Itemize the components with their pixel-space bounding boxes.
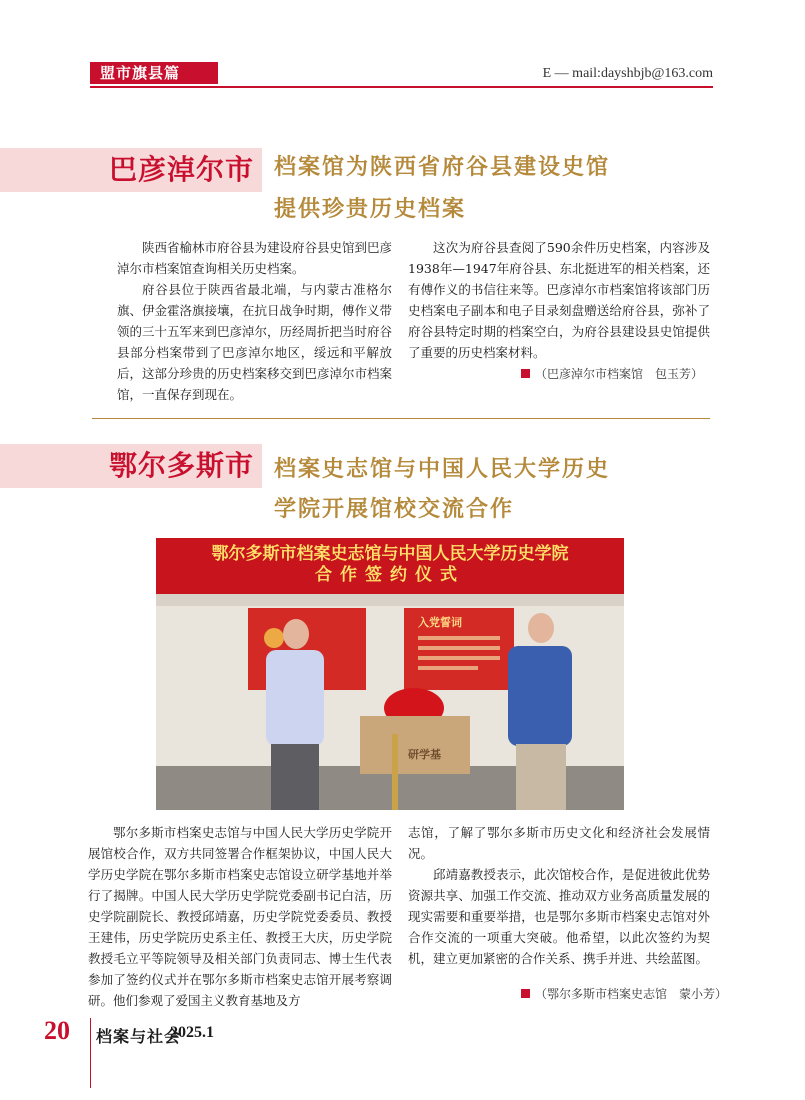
section-tag: 盟市旗县篇 — [90, 62, 218, 84]
signing-ceremony-photo — [156, 538, 624, 810]
photo-banner-line1: 鄂尔多斯市档案史志馆与中国人民大学历史学院 — [211, 544, 569, 564]
photo-board-title: 入党誓词 — [418, 616, 462, 629]
magazine-name: 档案与社会 — [96, 1027, 182, 1046]
article1-paragraph: 这次为府谷县查阅了590余件历史档案，内容涉及1938年—1947年府谷县、东北挺进军的相关档案，还有傅作义的书信往来等。巴彦淖尔市档案馆将该部门历史档案电子副本和电子目录刻盘赠送给府谷县，弥补了府谷县特定时期的档案空白，为府谷县建设县史馆提供了重要的历史档案材料。 — [408, 240, 710, 360]
article2-headline-line1: 档案史志馆与中国人民大学历史 — [274, 457, 611, 482]
section-divider — [92, 418, 710, 419]
article2-right-column — [408, 822, 710, 969]
photo-banner-line2: 合作签约仪式 — [315, 565, 465, 585]
article1-left-column — [117, 237, 392, 405]
credit-square-icon — [521, 989, 530, 998]
issue-number: 2025.1 — [170, 1024, 214, 1041]
article1-right-column — [408, 237, 710, 363]
header-rule — [90, 86, 713, 88]
article2-headline-line2: 学院开展馆校交流合作 — [274, 497, 515, 522]
article1-credit — [521, 365, 703, 382]
photo-banner — [156, 544, 624, 586]
article2-left-column — [88, 822, 392, 1011]
email-address: E — mail:dayshbjb@163.com — [542, 66, 713, 81]
credit-square-icon — [521, 369, 530, 378]
article1-credit-text: （巴彦淖尔市档案馆 包玉芳） — [535, 367, 704, 381]
article1-paragraph: 府谷县位于陕西省最北端，与内蒙古准格尔旗、伊金霍洛旗接壤，在抗日战争时期，傅作义带领的三十五军来到巴彦淖尔，历经周折把当时府谷县部分档案带到了巴彦淖尔地区，绥远和平解放后，这部分珍贵的历史档案移交到巴彦淖尔市档案馆，一直保存到现在。 — [117, 282, 393, 402]
photo-plaque-text: 研学基 — [408, 748, 441, 761]
article2-paragraph: 邱靖嘉教授表示，此次馆校合作，是促进彼此优势资源共享、加强工作交流、推动双方业务高质量发展的现实需要和重要举措，也是鄂尔多斯市档案史志馆对外合作交流的一项重大突破。他希望，以此次签约为契机，建立更加紧密的合作关系、携手并进、共绘蓝图。 — [408, 867, 710, 966]
page-number: 20 — [44, 1016, 70, 1045]
article1-headline-line1: 档案馆为陕西省府谷县建设史馆 — [274, 155, 611, 180]
article2-paragraph: 鄂尔多斯市档案史志馆与中国人民大学历史学院开展馆校合作，双方共同签署合作框架协议，中国人民大学历史学院在鄂尔多斯市档案史志馆设立研学基地并举行了揭牌。中国人民大学历史学院党委副书记白洁，历史学院副院长、教授邱靖嘉，历史学院党委委员、教授王建伟，历史学院历史系主任、教授王大庆，历史学院教授毛立平等院领导及相关部门负责同志、博士生代表参加了签约仪式并在鄂尔多斯市档案史志馆开展考察调研。他们参观了爱国主义教育基地及方 — [88, 825, 392, 1008]
article1-headline-line2: 提供珍贵历史档案 — [274, 197, 467, 222]
article2-city-label: 鄂尔多斯市 — [0, 444, 262, 488]
footer-rule — [90, 1018, 91, 1088]
article1-city-label: 巴彦淖尔市 — [0, 148, 262, 192]
article2-credit-text: （鄂尔多斯市档案史志馆 蒙小芳） — [535, 987, 728, 1001]
article1-paragraph: 陕西省榆林市府谷县为建设府谷县史馆到巴彦淖尔市档案馆查询相关历史档案。 — [117, 240, 393, 276]
article2-credit — [521, 985, 727, 1002]
article2-paragraph-continued: 志馆，了解了鄂尔多斯市历史文化和经济社会发展情况。 — [408, 825, 710, 861]
